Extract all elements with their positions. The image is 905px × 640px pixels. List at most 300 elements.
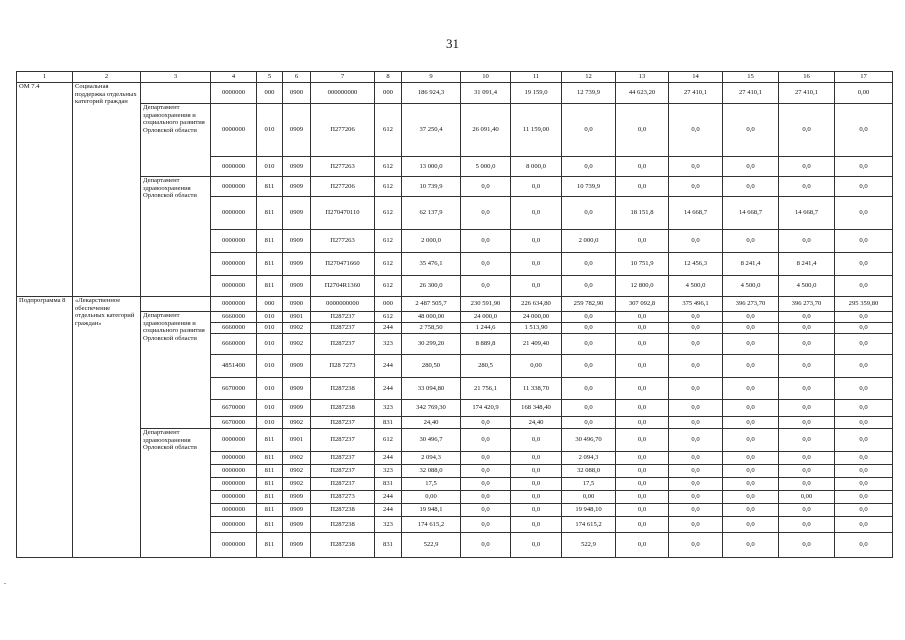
value-cell: П287237: [311, 452, 375, 465]
value-cell: 0,0: [723, 517, 779, 533]
value-cell: 24,40: [402, 417, 461, 429]
value-cell: 0,0: [669, 355, 723, 378]
value-cell: 0000000: [211, 491, 257, 504]
column-number-cell: 14: [669, 72, 723, 83]
value-cell: П287237: [311, 417, 375, 429]
value-cell: 0,00: [511, 355, 562, 378]
value-cell: 0,00: [779, 491, 835, 504]
value-cell: 522,9: [402, 533, 461, 558]
value-cell: 010: [257, 157, 283, 177]
value-cell: 0,0: [723, 417, 779, 429]
value-cell: 0000000: [211, 253, 257, 276]
value-cell: 0,0: [669, 417, 723, 429]
value-cell: 612: [375, 230, 402, 253]
value-cell: 230 591,90: [461, 297, 511, 312]
value-cell: 0,0: [723, 334, 779, 355]
value-cell: 21 409,40: [511, 334, 562, 355]
value-cell: 0000000: [211, 533, 257, 558]
value-cell: 000: [257, 83, 283, 104]
value-cell: 62 137,9: [402, 197, 461, 230]
value-cell: 4 500,0: [779, 276, 835, 297]
value-cell: 0,0: [562, 355, 616, 378]
value-cell: 0,0: [616, 417, 669, 429]
executor-cell: [141, 297, 211, 312]
value-cell: 831: [375, 533, 402, 558]
value-cell: 0,0: [511, 491, 562, 504]
column-number-cell: 2: [73, 72, 141, 83]
value-cell: 0000000: [211, 230, 257, 253]
value-cell: 307 092,8: [616, 297, 669, 312]
value-cell: 0,0: [669, 429, 723, 452]
value-cell: 811: [257, 465, 283, 478]
value-cell: 4851400: [211, 355, 257, 378]
value-cell: 0,0: [511, 517, 562, 533]
value-cell: 522,9: [562, 533, 616, 558]
value-cell: 0,0: [616, 533, 669, 558]
column-number-cell: 17: [835, 72, 893, 83]
value-cell: 000: [375, 83, 402, 104]
value-cell: 0,0: [835, 378, 893, 400]
value-cell: 323: [375, 400, 402, 417]
value-cell: 0,0: [779, 355, 835, 378]
value-cell: 0,0: [616, 157, 669, 177]
value-cell: П287238: [311, 378, 375, 400]
value-cell: 010: [257, 334, 283, 355]
value-cell: П277263: [311, 230, 375, 253]
value-cell: 0,0: [461, 491, 511, 504]
value-cell: 14 668,7: [669, 197, 723, 230]
value-cell: 0000000: [211, 197, 257, 230]
value-cell: 0,0: [616, 177, 669, 197]
value-cell: 280,5: [461, 355, 511, 378]
value-cell: 0,0: [835, 104, 893, 157]
value-cell: 0,0: [562, 334, 616, 355]
value-cell: 0,0: [669, 157, 723, 177]
value-cell: 30 496,7: [402, 429, 461, 452]
value-cell: 0,0: [835, 197, 893, 230]
value-cell: 27 410,1: [669, 83, 723, 104]
executor-cell: [141, 83, 211, 104]
value-cell: 0000000: [211, 504, 257, 517]
value-cell: 19 159,0: [511, 83, 562, 104]
value-cell: 8 000,0: [511, 157, 562, 177]
value-cell: 612: [375, 253, 402, 276]
value-cell: 0,0: [723, 429, 779, 452]
value-cell: 0,0: [511, 276, 562, 297]
value-cell: 0,0: [562, 417, 616, 429]
value-cell: 6670000: [211, 378, 257, 400]
value-cell: 0,0: [562, 400, 616, 417]
column-number-cell: 4: [211, 72, 257, 83]
value-cell: 0,0: [616, 104, 669, 157]
value-cell: 8 241,4: [723, 253, 779, 276]
column-number-cell: 13: [616, 72, 669, 83]
value-cell: 0909: [283, 177, 311, 197]
value-cell: 0,0: [616, 230, 669, 253]
value-cell: 0,0: [461, 197, 511, 230]
value-cell: 0909: [283, 276, 311, 297]
column-number-cell: 16: [779, 72, 835, 83]
value-cell: 0,0: [616, 323, 669, 334]
value-cell: 0,0: [461, 517, 511, 533]
value-cell: 0900: [283, 83, 311, 104]
value-cell: 174 615,2: [562, 517, 616, 533]
value-cell: 226 634,80: [511, 297, 562, 312]
value-cell: П270470110: [311, 197, 375, 230]
value-cell: 6660000: [211, 334, 257, 355]
value-cell: 0,0: [723, 355, 779, 378]
value-cell: 010: [257, 400, 283, 417]
value-cell: 0902: [283, 465, 311, 478]
value-cell: 010: [257, 378, 283, 400]
value-cell: 0,0: [616, 400, 669, 417]
value-cell: 0,0: [511, 197, 562, 230]
value-cell: 0,0: [461, 452, 511, 465]
value-cell: П28 7273: [311, 355, 375, 378]
value-cell: 32 088,0: [402, 465, 461, 478]
budget-table: [16, 71, 893, 558]
value-cell: 811: [257, 230, 283, 253]
column-number-cell: 5: [257, 72, 283, 83]
value-cell: 0,0: [511, 452, 562, 465]
value-cell: 811: [257, 533, 283, 558]
value-cell: 375 496,1: [669, 297, 723, 312]
value-cell: 0,0: [779, 104, 835, 157]
value-cell: 0,0: [779, 465, 835, 478]
value-cell: 811: [257, 478, 283, 491]
value-cell: 0909: [283, 504, 311, 517]
value-cell: 0909: [283, 355, 311, 378]
column-number-cell: 15: [723, 72, 779, 83]
value-cell: 0000000: [211, 465, 257, 478]
value-cell: 0,0: [835, 276, 893, 297]
value-cell: 0,0: [779, 323, 835, 334]
value-cell: 11 159,00: [511, 104, 562, 157]
value-cell: 2 000,0: [402, 230, 461, 253]
value-cell: 0,0: [461, 533, 511, 558]
value-cell: 010: [257, 312, 283, 323]
value-cell: 0,0: [616, 452, 669, 465]
value-cell: 0,0: [669, 517, 723, 533]
value-cell: 396 273,70: [779, 297, 835, 312]
value-cell: 0,0: [835, 491, 893, 504]
value-cell: 168 348,40: [511, 400, 562, 417]
value-cell: П277263: [311, 157, 375, 177]
column-number-cell: 11: [511, 72, 562, 83]
value-cell: 186 924,3: [402, 83, 461, 104]
value-cell: 0000000: [211, 104, 257, 157]
value-cell: 0901: [283, 429, 311, 452]
value-cell: 26 091,40: [461, 104, 511, 157]
value-cell: 0,0: [669, 478, 723, 491]
value-cell: 0,0: [616, 491, 669, 504]
value-cell: 0,0: [835, 400, 893, 417]
value-cell: 0,0: [779, 230, 835, 253]
value-cell: 0,0: [511, 504, 562, 517]
value-cell: 0,0: [461, 504, 511, 517]
value-cell: 0000000: [211, 452, 257, 465]
value-cell: 12 456,3: [669, 253, 723, 276]
value-cell: 0,0: [835, 452, 893, 465]
value-cell: 811: [257, 491, 283, 504]
value-cell: 612: [375, 429, 402, 452]
value-cell: 17,5: [402, 478, 461, 491]
table-row: [17, 83, 893, 104]
value-cell: 612: [375, 276, 402, 297]
program-code-cell: Подпрограмма 8: [17, 297, 73, 558]
value-cell: 811: [257, 504, 283, 517]
column-number-cell: 3: [141, 72, 211, 83]
value-cell: 0,0: [669, 400, 723, 417]
value-cell: 0,0: [835, 465, 893, 478]
value-cell: 6670000: [211, 400, 257, 417]
page-number: 31: [446, 36, 459, 51]
value-cell: 323: [375, 517, 402, 533]
value-cell: 12 800,0: [616, 276, 669, 297]
value-cell: 26 300,0: [402, 276, 461, 297]
value-cell: 0,0: [461, 177, 511, 197]
value-cell: П287237: [311, 478, 375, 491]
value-cell: П270471660: [311, 253, 375, 276]
table-body: [17, 72, 893, 558]
value-cell: 6670000: [211, 417, 257, 429]
value-cell: 0000000: [211, 478, 257, 491]
value-cell: 811: [257, 276, 283, 297]
value-cell: 811: [257, 197, 283, 230]
value-cell: 0,0: [779, 400, 835, 417]
value-cell: 1 244,6: [461, 323, 511, 334]
value-cell: 24,40: [511, 417, 562, 429]
value-cell: 0,0: [461, 429, 511, 452]
value-cell: 174 420,9: [461, 400, 511, 417]
program-name-cell: «Лекарственное обеспечение отдельных категорий граждан»: [73, 297, 141, 558]
value-cell: 0,0: [835, 177, 893, 197]
table-row: [17, 104, 893, 157]
value-cell: 0909: [283, 253, 311, 276]
value-cell: 33 094,80: [402, 378, 461, 400]
value-cell: 612: [375, 157, 402, 177]
value-cell: 0,0: [669, 323, 723, 334]
value-cell: 0000000: [211, 276, 257, 297]
value-cell: П287237: [311, 334, 375, 355]
value-cell: 0,0: [723, 177, 779, 197]
value-cell: 0,0: [511, 465, 562, 478]
value-cell: 0000000: [211, 429, 257, 452]
value-cell: П287237: [311, 312, 375, 323]
value-cell: 0,0: [562, 323, 616, 334]
value-cell: 2 094,3: [562, 452, 616, 465]
value-cell: 10 739,9: [402, 177, 461, 197]
value-cell: 831: [375, 417, 402, 429]
value-cell: 0,0: [562, 378, 616, 400]
value-cell: 0000000: [211, 177, 257, 197]
value-cell: 0000000: [211, 157, 257, 177]
value-cell: 811: [257, 452, 283, 465]
value-cell: 32 088,0: [562, 465, 616, 478]
value-cell: 2 094,3: [402, 452, 461, 465]
value-cell: 0909: [283, 517, 311, 533]
value-cell: 4 500,0: [669, 276, 723, 297]
value-cell: 0,0: [779, 478, 835, 491]
value-cell: 0000000: [211, 297, 257, 312]
value-cell: 0,0: [669, 504, 723, 517]
value-cell: 0,0: [562, 253, 616, 276]
value-cell: 0900: [283, 297, 311, 312]
value-cell: 0,0: [616, 478, 669, 491]
value-cell: 24 000,0: [461, 312, 511, 323]
value-cell: 21 756,1: [461, 378, 511, 400]
value-cell: 6660000: [211, 323, 257, 334]
value-cell: 0,0: [779, 157, 835, 177]
value-cell: 0,0: [669, 533, 723, 558]
value-cell: 0,0: [616, 312, 669, 323]
value-cell: 0,0: [669, 491, 723, 504]
value-cell: 0,0: [835, 429, 893, 452]
value-cell: 14 668,7: [723, 197, 779, 230]
value-cell: 0,0: [669, 177, 723, 197]
value-cell: 0,0: [669, 312, 723, 323]
value-cell: 0,0: [669, 452, 723, 465]
value-cell: 396 273,70: [723, 297, 779, 312]
value-cell: 0,0: [835, 517, 893, 533]
executor-cell: Департамент здравоохранения Орловской области: [141, 429, 211, 558]
value-cell: П287237: [311, 323, 375, 334]
column-number-cell: 6: [283, 72, 311, 83]
value-cell: 8 889,8: [461, 334, 511, 355]
value-cell: 0,0: [835, 157, 893, 177]
value-cell: 11 338,70: [511, 378, 562, 400]
value-cell: П277206: [311, 177, 375, 197]
value-cell: 0,0: [461, 417, 511, 429]
value-cell: П2704R1360: [311, 276, 375, 297]
value-cell: 0,0: [779, 378, 835, 400]
column-number-cell: 7: [311, 72, 375, 83]
value-cell: 0,0: [723, 400, 779, 417]
value-cell: 244: [375, 323, 402, 334]
value-cell: 0,00: [835, 83, 893, 104]
value-cell: П287238: [311, 517, 375, 533]
value-cell: 280,50: [402, 355, 461, 378]
table-row: [17, 312, 893, 323]
value-cell: 10 751,9: [616, 253, 669, 276]
value-cell: 0,0: [723, 465, 779, 478]
value-cell: 0,0: [723, 312, 779, 323]
value-cell: 0,0: [562, 104, 616, 157]
program-code-cell: ОМ 7.4: [17, 83, 73, 297]
value-cell: 30 496,70: [562, 429, 616, 452]
value-cell: 244: [375, 355, 402, 378]
value-cell: 811: [257, 517, 283, 533]
value-cell: 612: [375, 197, 402, 230]
value-cell: 0,0: [835, 230, 893, 253]
value-cell: 323: [375, 465, 402, 478]
value-cell: 2 000,0: [562, 230, 616, 253]
value-cell: 0902: [283, 478, 311, 491]
column-number-cell: 9: [402, 72, 461, 83]
executor-cell: Департамент здравоохранения и социального развития Орловской области: [141, 312, 211, 429]
value-cell: 000: [257, 297, 283, 312]
value-cell: 244: [375, 504, 402, 517]
value-cell: 0,0: [723, 491, 779, 504]
value-cell: 244: [375, 491, 402, 504]
header-row: [17, 72, 893, 83]
value-cell: 2 758,50: [402, 323, 461, 334]
value-cell: 0909: [283, 230, 311, 253]
value-cell: 831: [375, 478, 402, 491]
value-cell: 0,0: [723, 378, 779, 400]
value-cell: 0,0: [511, 478, 562, 491]
value-cell: 0,00: [562, 491, 616, 504]
value-cell: 0,0: [616, 429, 669, 452]
value-cell: 1 513,90: [511, 323, 562, 334]
column-number-cell: 10: [461, 72, 511, 83]
value-cell: 811: [257, 253, 283, 276]
value-cell: 14 668,7: [779, 197, 835, 230]
value-cell: 0909: [283, 491, 311, 504]
value-cell: 0,0: [835, 253, 893, 276]
value-cell: 0909: [283, 400, 311, 417]
value-cell: 010: [257, 104, 283, 157]
value-cell: 5 000,0: [461, 157, 511, 177]
value-cell: 342 769,30: [402, 400, 461, 417]
stray-mark: .: [4, 577, 6, 586]
value-cell: 244: [375, 378, 402, 400]
value-cell: 0902: [283, 323, 311, 334]
value-cell: 612: [375, 177, 402, 197]
value-cell: 0,0: [723, 104, 779, 157]
value-cell: 6660000: [211, 312, 257, 323]
value-cell: 0,0: [779, 429, 835, 452]
value-cell: 0,0: [616, 355, 669, 378]
value-cell: 0,0: [723, 478, 779, 491]
value-cell: 0,0: [461, 478, 511, 491]
column-number-cell: 1: [17, 72, 73, 83]
value-cell: 0,0: [511, 533, 562, 558]
value-cell: 0,0: [723, 504, 779, 517]
value-cell: 30 299,20: [402, 334, 461, 355]
value-cell: 0,0: [779, 504, 835, 517]
value-cell: 0,0: [723, 157, 779, 177]
value-cell: П287238: [311, 400, 375, 417]
value-cell: 0,0: [562, 197, 616, 230]
value-cell: 259 782,90: [562, 297, 616, 312]
value-cell: 27 410,1: [779, 83, 835, 104]
value-cell: 612: [375, 104, 402, 157]
value-cell: 295 359,80: [835, 297, 893, 312]
value-cell: 612: [375, 312, 402, 323]
value-cell: 0909: [283, 533, 311, 558]
value-cell: 010: [257, 323, 283, 334]
value-cell: 44 623,20: [616, 83, 669, 104]
value-cell: 0909: [283, 197, 311, 230]
value-cell: 0,0: [723, 323, 779, 334]
value-cell: 0,0: [779, 417, 835, 429]
value-cell: 10 739,9: [562, 177, 616, 197]
value-cell: 13 000,0: [402, 157, 461, 177]
value-cell: 244: [375, 452, 402, 465]
value-cell: 0,0: [669, 334, 723, 355]
column-number-cell: 12: [562, 72, 616, 83]
value-cell: 31 091,4: [461, 83, 511, 104]
value-cell: 0,0: [461, 230, 511, 253]
value-cell: 0,0: [835, 533, 893, 558]
value-cell: 0000000: [211, 83, 257, 104]
value-cell: 48 000,00: [402, 312, 461, 323]
table-row: [17, 429, 893, 452]
value-cell: П287237: [311, 429, 375, 452]
value-cell: 0,0: [779, 452, 835, 465]
value-cell: П287273: [311, 491, 375, 504]
